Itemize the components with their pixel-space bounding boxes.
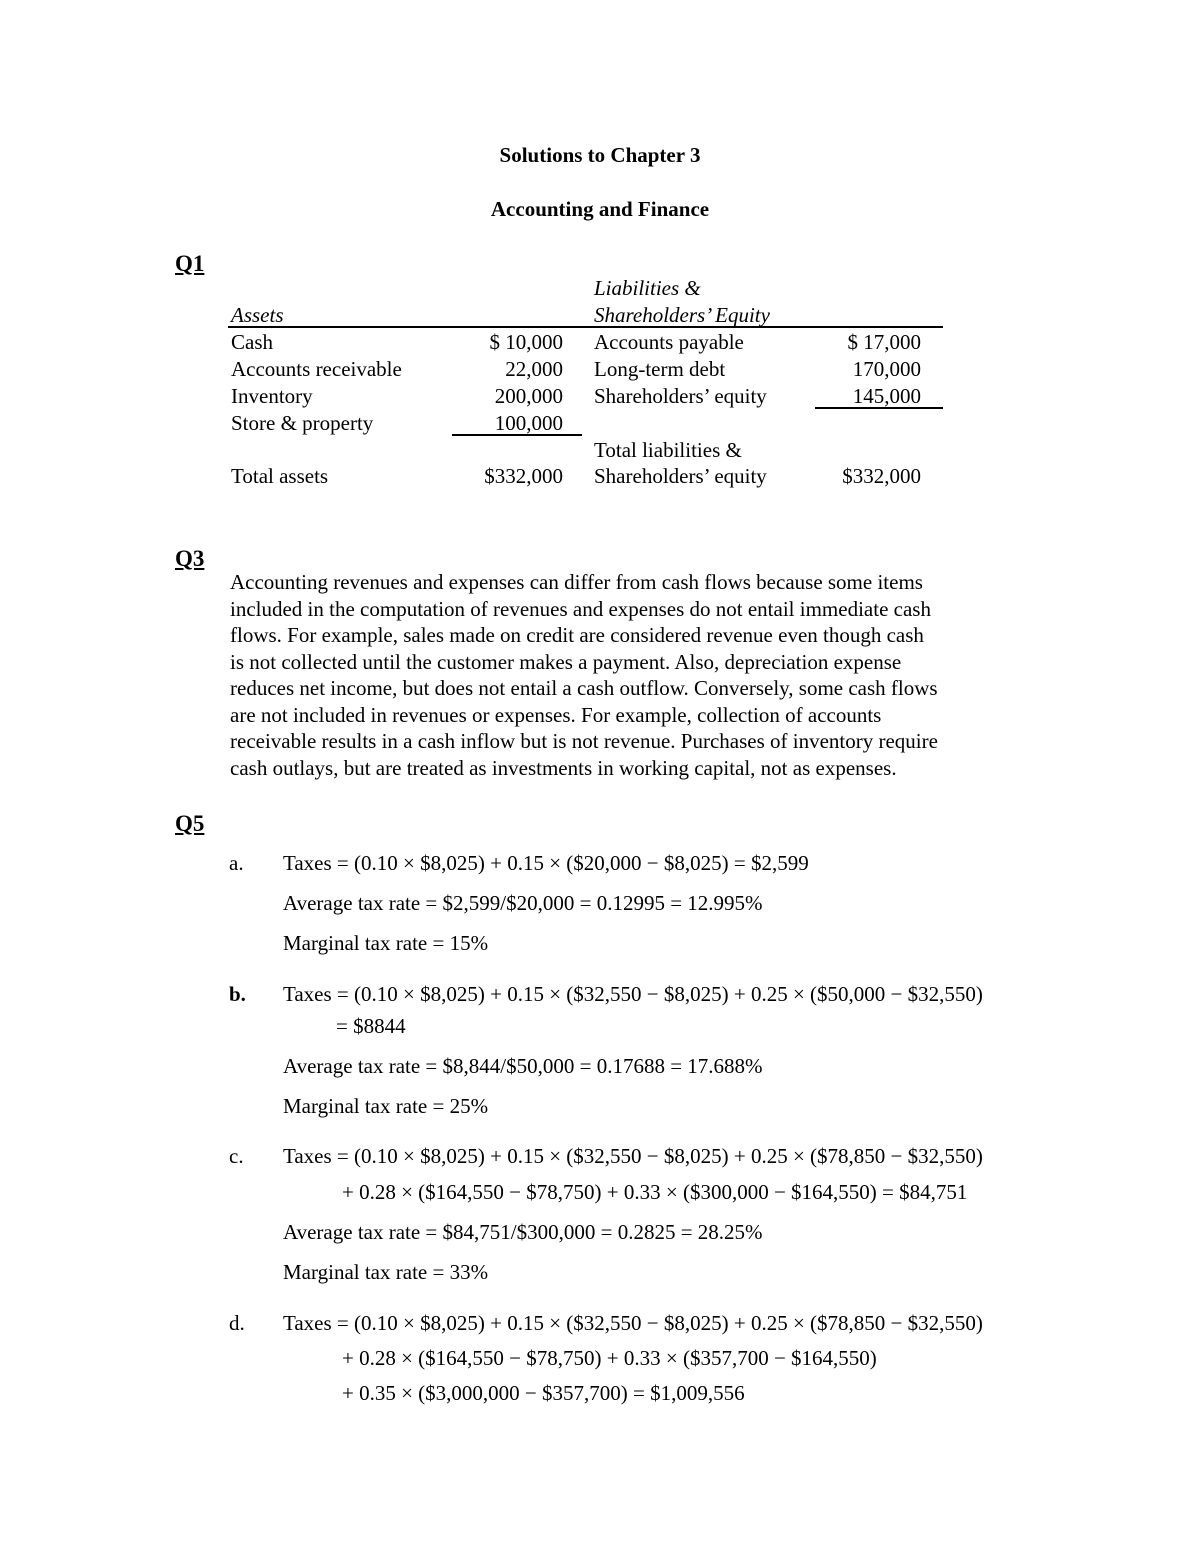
total-liabilities-label-line2: Shareholders’ equity [594,464,767,488]
assets-subtotal-rule [452,434,582,436]
paragraph-line: included in the computation of revenues and expenses do not entail immediate cash [230,596,931,621]
liability-value: $ 17,000 [847,330,921,354]
part-b-taxes-line2: = $8844 [336,1014,406,1038]
part-b-average-rate: Average tax rate = $8,844/$50,000 = 0.17688 = 17.688% [283,1054,763,1078]
q1-heading: Q1 [175,251,205,276]
paragraph-line: flows. For example, sales made on credit are considered revenue even though cash [230,623,924,647]
part-d-taxes-line3: + 0.35 × ($3,000,000 − $357,700) = $1,009,556 [342,1381,745,1405]
asset-value: 22,000 [505,357,563,381]
part-c-label: c. [229,1144,244,1168]
asset-label: Inventory [231,384,313,408]
liabilities-header-line2: Shareholders’ Equity [594,303,770,327]
asset-value: 100,000 [494,411,563,435]
part-d-label: d. [229,1311,245,1335]
paragraph-line: cash outlays, but are treated as investments in working capital, not as expenses. [230,755,897,780]
asset-label: Store & property [231,411,374,435]
liability-label: Long-term debt [594,357,726,381]
paragraph-line: receivable results in a cash inflow but is not revenue. Purchases of inventory require [230,729,938,753]
asset-label: Cash [231,330,273,354]
part-a-label: a. [229,851,244,875]
liability-label: Accounts payable [594,330,744,354]
liabilities-subtotal-rule [815,407,943,409]
paragraph-line: are not included in revenues or expenses. For example, collection of accounts [230,702,882,727]
q3-heading: Q3 [175,546,205,571]
part-b-taxes-line1: Taxes = (0.10 × $8,025) + 0.15 × ($32,550 − $8,025) + 0.25 × ($50,000 − $32,550) [283,982,983,1006]
liabilities-header-line1: Liabilities & [594,276,701,300]
asset-value: $ 10,000 [489,330,563,354]
part-a-marginal-rate: Marginal tax rate = 15% [283,931,489,955]
part-c-average-rate: Average tax rate = $84,751/$300,000 = 0.2825 = 28.25% [283,1220,763,1244]
page-title: Solutions to Chapter 3 [499,143,701,167]
part-c-taxes-line2: + 0.28 × ($164,550 − $78,750) + 0.33 × ($300,000 − $164,550) = $84,751 [342,1180,968,1204]
part-a-taxes: Taxes = (0.10 × $8,025) + 0.15 × ($20,000 − $8,025) = $2,599 [283,851,809,875]
q3-answer-paragraph [230,569,938,781]
total-assets-value: $332,000 [484,464,563,488]
paragraph-line: is not collected until the customer makes a payment. Also, depreciation expense [230,649,902,674]
page-subtitle: Accounting and Finance [490,197,710,221]
asset-value: 200,000 [494,384,563,408]
part-c-marginal-rate: Marginal tax rate = 33% [283,1260,489,1284]
asset-label: Accounts receivable [231,357,402,381]
part-c-taxes-line1: Taxes = (0.10 × $8,025) + 0.15 × ($32,550 − $8,025) + 0.25 × ($78,850 − $32,550) [283,1144,983,1168]
q5-heading: Q5 [175,811,205,836]
liability-value: 170,000 [852,357,921,381]
part-d-taxes-line1: Taxes = (0.10 × $8,025) + 0.15 × ($32,550 − $8,025) + 0.25 × ($78,850 − $32,550) [283,1311,983,1335]
total-assets-label: Total assets [231,464,329,488]
assets-header: Assets [231,303,284,327]
part-b-marginal-rate: Marginal tax rate = 25% [283,1094,489,1118]
paragraph-line: Accounting revenues and expenses can differ from cash flows because some items [230,570,923,594]
total-liabilities-label-line1: Total liabilities & [594,438,742,462]
part-d-taxes-line2: + 0.28 × ($164,550 − $78,750) + 0.33 × ($357,700 − $164,550) [342,1346,877,1370]
liability-value: 145,000 [852,384,921,408]
header-rule [228,326,943,328]
total-liabilities-value: $332,000 [842,464,921,488]
part-a-average-rate: Average tax rate = $2,599/$20,000 = 0.12995 = 12.995% [283,891,763,915]
paragraph-line: reduces net income, but does not entail a cash outflow. Conversely, some cash flows [230,676,938,700]
liability-label: Shareholders’ equity [594,384,767,408]
part-b-label: b. [229,982,246,1006]
